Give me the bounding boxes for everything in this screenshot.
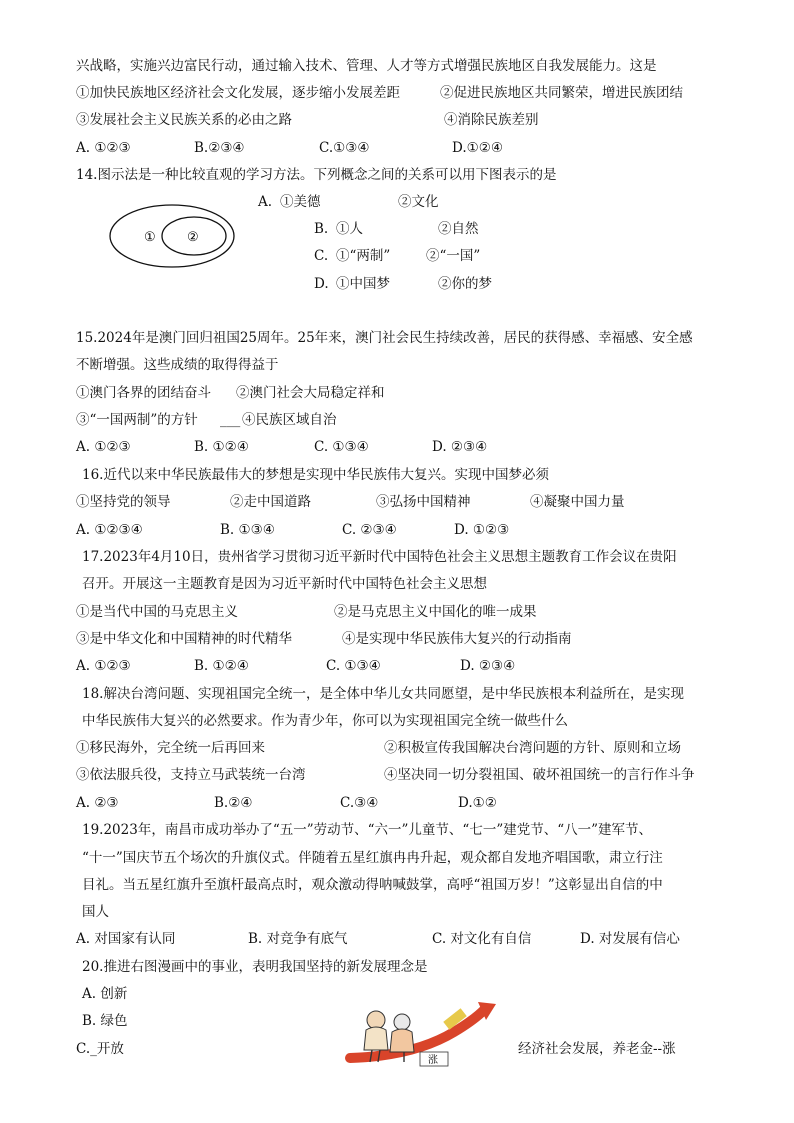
q17-choice-c[interactable]: C. ①③④ (326, 658, 381, 674)
q19-choice-d[interactable]: D. 对发展有信心 (580, 931, 680, 947)
q17-choice-b[interactable]: B. ①②④ (194, 658, 249, 674)
q18-item-3: ③依法服兵役，支持立马武装统一台湾 (76, 767, 306, 783)
q17-stem-line-1: 17.2023年4月10日，贵州省学习贯彻习近平新时代中国特色社会主义思想主题教育工作会议在贵阳 (82, 549, 677, 565)
q19-choice-a[interactable]: A. 对国家有认同 (76, 931, 176, 947)
q18-item-4: ④坚决同一切分裂祖国、破坏祖国统一的言行作斗争 (384, 767, 695, 783)
q17-stem-line-2: 召开。开展这一主题教育是因为习近平新时代中国特色社会主义思想 (82, 576, 487, 592)
q15-choice-b[interactable]: B. ①②④ (194, 439, 249, 455)
arrow-label: 涨 (428, 1055, 438, 1066)
q19-choice-c[interactable]: C. 对文化有自信 (432, 931, 532, 947)
q16-choice-d[interactable]: D. ①②③ (454, 522, 510, 538)
q15-stem-line-2: 不断增强。这些成绩的取得得益于 (76, 357, 279, 373)
q13-item-2: ②促进民族地区共同繁荣，增进民族团结 (440, 85, 683, 101)
q20-cartoon-caption: 经济社会发展，养老金--涨 (518, 1041, 676, 1057)
q13-choice-a[interactable]: A. ①②③ (76, 140, 131, 156)
q18-choice-c[interactable]: C.③④ (340, 795, 379, 811)
q16-stem: 16.近代以来中华民族最伟大的梦想是实现中华民族伟大复兴。实现中国梦必须 (82, 467, 549, 483)
q14-stem: 14.图示法是一种比较直观的学习方法。下列概念之间的关系可以用下图表示的是 (76, 167, 557, 183)
q20-choice-a[interactable]: A. 创新 (82, 986, 128, 1002)
q18-item-1: ①移民海外，完全统一后再回来 (76, 740, 265, 756)
q13-choice-b[interactable]: B.②③④ (194, 140, 245, 156)
q15-stem-line-1: 15.2024年是澳门回归祖国25周年。25年来，澳门社会民生持续改善，居民的获得感、幸福感、安全感 (76, 330, 693, 346)
q16-choice-c[interactable]: C. ②③④ (342, 522, 397, 538)
q13-choice-d[interactable]: D.①②④ (452, 140, 503, 156)
q19-stem-line-1: 19.2023年，南昌市成功举办了“五一”劳动节、“六一”儿童节、“七一”建党节、“八一”建军节、 (82, 822, 653, 838)
q19-stem-line-3: 目礼。当五星红旗升至旗杆最高点时，观众激动得呐喊鼓掌，高呼“祖国万岁！”这彰显出自信的中 (82, 877, 663, 893)
q17-item-1: ①是当代中国的马克思主义 (76, 604, 238, 620)
q20-choice-c[interactable]: C._开放 (76, 1041, 124, 1057)
q18-item-2: ②积极宣传我国解决台湾问题的方针、原则和立场 (384, 740, 681, 756)
q15-choice-c[interactable]: C. ①③④ (314, 439, 369, 455)
q19-choice-b[interactable]: B. 对竞争有底气 (248, 931, 348, 947)
outer-label: ① (144, 230, 156, 245)
q20-cartoon (344, 998, 504, 1070)
q19-stem-line-4: 国人 (82, 904, 109, 920)
q18-choice-a[interactable]: A. ②③ (76, 795, 119, 811)
q20-choice-b[interactable]: B. 绿色 (82, 1013, 128, 1029)
q13-item-4: ④消除民族差别 (444, 112, 539, 128)
q17-item-4: ④是实现中华民族伟大复兴的行动指南 (342, 631, 572, 647)
q16-choice-b[interactable]: B. ①③④ (220, 522, 275, 538)
q15-choice-a[interactable]: A. ①②③ (76, 439, 131, 455)
q18-stem-line-1: 18.解决台湾问题、实现祖国完全统一，是全体中华儿女共同愿望，是中华民族根本利益所在，是实现 (82, 686, 684, 702)
outer-ellipse (110, 205, 234, 267)
q13-item-3: ③发展社会主义民族关系的必由之路 (76, 112, 292, 128)
q13-choice-c[interactable]: C.①③④ (319, 140, 370, 156)
q16-choice-a[interactable]: A. ①②③④ (76, 522, 143, 538)
q18-choice-b[interactable]: B.②④ (214, 795, 253, 811)
q17-choice-d[interactable]: D. ②③④ (460, 658, 516, 674)
inner-label: ② (187, 230, 199, 245)
q19-stem-line-2: “十一”国庆节五个场次的升旗仪式。伴随着五星红旗冉冉升起，观众都自发地齐唱国歌，肃立行注 (82, 850, 663, 866)
q13-item-1: ①加快民族地区经济社会文化发展，逐步缩小发展差距 (76, 85, 400, 101)
q17-item-2: ②是马克思主义中国化的唯一成果 (334, 604, 537, 620)
q17-item-3: ③是中华文化和中国精神的时代精华 (76, 631, 292, 647)
q17-choice-a[interactable]: A. ①②③ (76, 658, 131, 674)
q20-stem: 20.推进右图漫画中的事业，表明我国坚持的新发展理念是 (82, 959, 428, 975)
q13-stem-tail: 兴战略，实施兴边富民行动，通过输入技术、管理、人才等方式增强民族地区自我发展能力。这是 (76, 58, 657, 74)
q18-choice-d[interactable]: D.①② (458, 795, 497, 811)
q15-choice-d[interactable]: D. ②③④ (432, 439, 488, 455)
q18-stem-line-2: 中华民族伟大复兴的必然要求。作为青少年，你可以为实现祖国完全统一做些什么 (82, 713, 568, 729)
q14-venn-diagram (104, 200, 240, 272)
